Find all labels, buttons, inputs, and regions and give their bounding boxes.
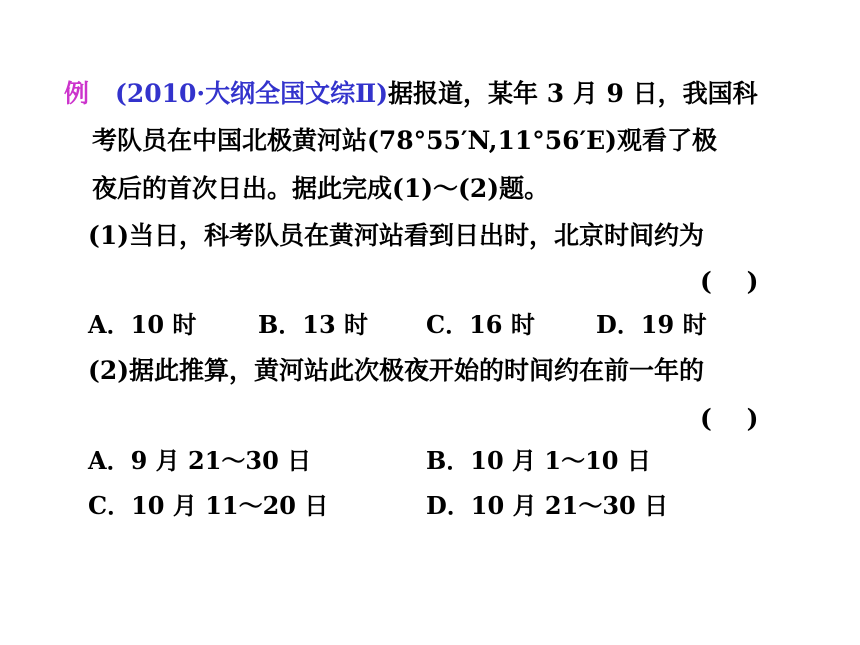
- example-line-1: [64, 77, 758, 111]
- example-tag: 例: [64, 79, 90, 108]
- example-stem-line-2: 考队员在中国北极黄河站(78°55′N,11°56′E)观看了极: [92, 126, 718, 155]
- question-2-option-a: A．9 月 21～30 日: [88, 446, 312, 475]
- question-2-option-c: C．10 月 11～20 日: [88, 491, 329, 520]
- example-source: (2010·大纲全国文综Ⅱ): [115, 79, 389, 108]
- question-1-option-a: A．10 时: [88, 310, 197, 339]
- question-2-option-d: D．10 月 21～30 日: [426, 491, 669, 520]
- example-stem-line-3: 夜后的首次日出。据此完成(1)～(2)题。: [92, 174, 550, 203]
- question-2-answer-blank: ( ): [700, 404, 759, 433]
- question-2-text: (2)据此推算，黄河站此次极夜开始的时间约在前一年的: [88, 356, 705, 385]
- question-1-option-c: C．16 时: [426, 310, 535, 339]
- question-1-option-d: D．19 时: [596, 310, 707, 339]
- question-1-option-b: B．13 时: [258, 310, 369, 339]
- question-2-option-b: B．10 月 1～10 日: [426, 446, 651, 475]
- question-1-text: (1)当日，科考队员在黄河站看到日出时，北京时间约为: [88, 221, 705, 250]
- question-1-answer-blank: ( ): [700, 267, 759, 296]
- example-stem-line-1: 据报道，某年 3 月 9 日，我国科: [388, 79, 758, 108]
